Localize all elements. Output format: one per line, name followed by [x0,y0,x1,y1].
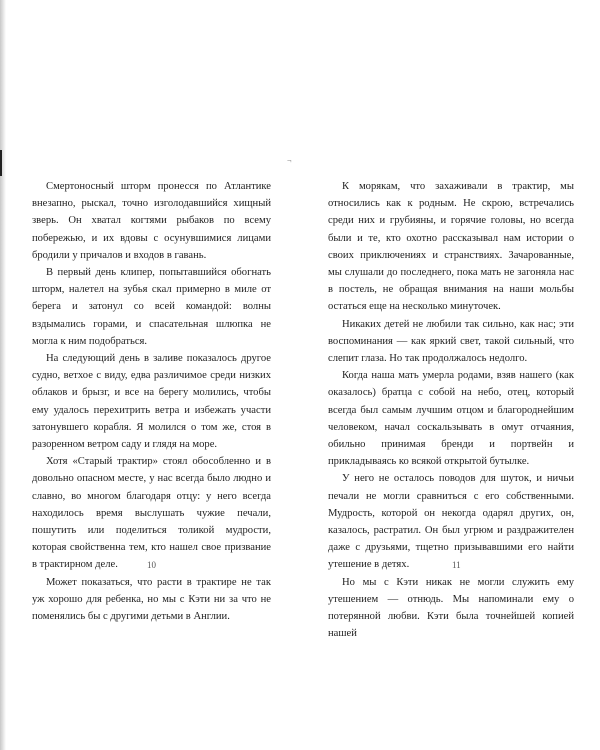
right-paragraph: У него не осталось поводов для шуток, и ничьи печали не могли сравниться с его собственными. Мудрость, которой он некогда одарял других, он, казалось, растратил. Он был угрюм и раздражителен даже с друзьями, тщетно призывавшими его найти утешение в детях. [328,473,574,571]
right-page-text [328,178,574,642]
binding-edge-mark [0,150,2,176]
left-paragraph: В первый день клипер, попытавшийся обогнать шторм, налетел на зубья скал примерно в миле от берега и затонул со всей командой: волны вздымались горами, и спасательная шлюпка не могла к ним подобраться. [32,267,271,347]
right-page-number: 11 [452,560,461,570]
left-page-text [32,178,271,625]
left-paragraph: Может показаться, что расти в трактире не так уж хорошо для ребенка, но мы с Кэти ни за что не поменялись бы с другими детьми в Англии. [32,576,271,623]
binding-shadow [0,0,6,750]
right-paragraph: Но мы с Кэти никак не могли служить ему утешением — отнюдь. Мы напоминали ему о потерянной любви. Кэти была точнейшей копией нашей [328,576,574,640]
left-page-number: 10 [147,560,156,570]
right-paragraph: Когда наша мать умерла родами, взяв нашего (как оказалось) братца с собой на небо, отец, который всегда был самым лучшим отцом и благороднейшим человеком, начал соскальзывать в омут отчаяния, обильно принимая бренди и портвейн и прикладываясь ко всякой открытой бутылке. [328,370,574,468]
left-paragraph: Хотя «Старый трактир» стоял обособленно и в довольно опасном месте, у нас всегда было людно и славно, во многом благодаря отцу: у него всегда находилось время выслушать чужие печали, пошутить или поделиться толикой мудрости, которая свойственна тем, кто нашел свое призвание в трактирном деле. [32,456,271,571]
center-mark: ¬ [287,156,292,165]
left-paragraph: На следующий день в заливе показалось другое судно, ветхое с виду, едва различимое среди низких облаков и брызг, и все на берегу молились, чтобы ему удалось перехитрить ветра и избежать участи затонувшего корабля. Я молился о том же, стоя в разоренном ветром саду и глядя на море. [32,353,271,451]
left-paragraph: Смертоносный шторм пронесся по Атлантике внезапно, рыскал, точно изголодавшийся хищный зверь. Он хватал когтями рыбаков по всему побережью, и их вдовы с осунувшимися лицами бродили у причалов и входов в гавань. [32,181,271,261]
right-paragraph: Никаких детей не любили так сильно, как нас; эти воспоминания — как яркий свет, такой сильный, что слепит глаза. Но так продолжалось недолго. [328,318,574,365]
right-paragraph: К морякам, что захаживали в трактир, мы относились как к родным. Не скрою, встречались среди них и грубияны, и горячие головы, но всегда были и те, кто охотно рассказывал нам истории о своих приключениях и странствиях. Зачарованные, мы слушали до последнего, пока мать не загоняла нас в постель, не обращая внимания на наши мольбы остаться еще на несколько минуточек. [328,181,574,313]
